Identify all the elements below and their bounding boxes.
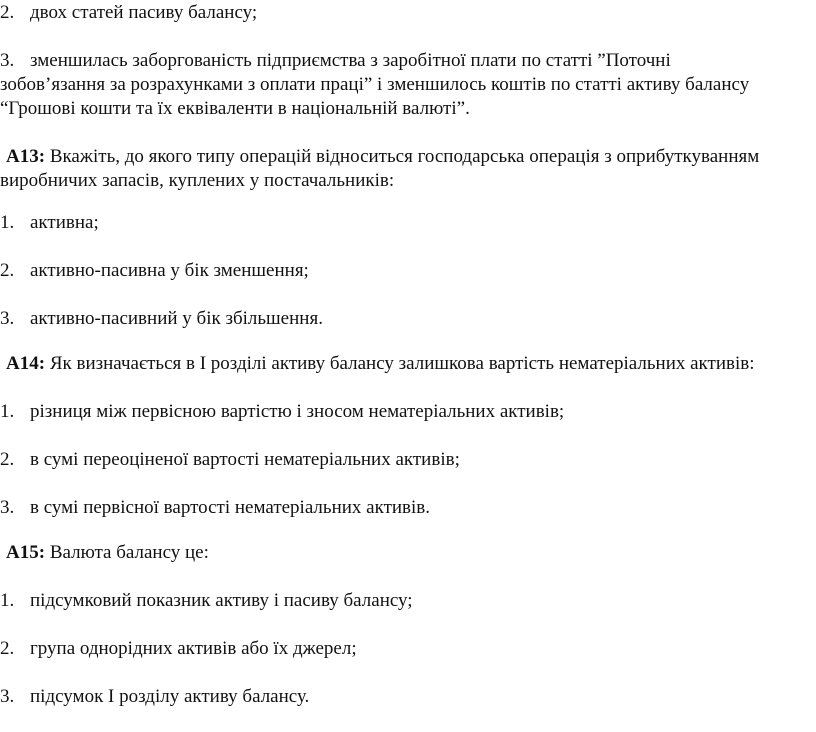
option-number: 2. bbox=[0, 638, 15, 659]
question-a13 bbox=[6, 146, 759, 168]
question-id: А13: bbox=[6, 146, 46, 167]
option-number: 1. bbox=[0, 590, 15, 611]
prev-option-3 bbox=[0, 50, 671, 72]
a13-option-2 bbox=[0, 260, 309, 282]
option-text: підсумковий показник активу і пасиву балансу; bbox=[30, 590, 413, 611]
option-number: 2. bbox=[0, 449, 15, 470]
a13-option-1 bbox=[0, 212, 99, 234]
question-text-line: виробничих запасів, куплених у постачальників: bbox=[0, 170, 395, 191]
question-text: Валюта балансу це: bbox=[49, 542, 209, 563]
a14-option-2 bbox=[0, 449, 460, 471]
question-id: А14: bbox=[6, 353, 46, 374]
option-text: активно-пасивна у бік зменшення; bbox=[30, 260, 309, 281]
prev-option-3-line-3 bbox=[0, 98, 470, 120]
option-text: в сумі первісної вартості нематеріальних активів. bbox=[30, 497, 431, 518]
option-text: група однорідних активів або їх джерел; bbox=[30, 638, 357, 659]
a13-option-3 bbox=[0, 308, 323, 330]
question-a14 bbox=[6, 353, 755, 375]
option-number: 2. bbox=[0, 2, 15, 23]
option-text-line: зобов’язання за розрахунками з оплати праці” і зменшилось коштів по статті активу балансу bbox=[0, 74, 750, 95]
option-text: активно-пасивний у бік збільшення. bbox=[30, 308, 323, 329]
a15-option-2 bbox=[0, 638, 357, 660]
a14-option-1 bbox=[0, 401, 564, 423]
option-text-line: зменшилась заборгованість підприємства з заробітної плати по статті ”Поточні bbox=[30, 50, 671, 71]
prev-option-3-line-2 bbox=[0, 74, 749, 96]
option-text-line: “Грошові кошти та їх еквіваленти в національній валюті”. bbox=[0, 98, 470, 119]
option-number: 3. bbox=[0, 497, 15, 518]
option-number: 2. bbox=[0, 260, 15, 281]
option-number: 1. bbox=[0, 401, 15, 422]
question-text-line: Вкажіть, до якого типу операцій відноситься господарська операція з оприбуткуванням bbox=[49, 146, 760, 167]
option-number: 3. bbox=[0, 686, 15, 707]
option-text: активна; bbox=[30, 212, 99, 233]
option-number: 1. bbox=[0, 212, 15, 233]
option-number: 3. bbox=[0, 50, 15, 71]
question-id: А15: bbox=[6, 542, 46, 563]
prev-option-2 bbox=[0, 2, 257, 24]
option-number: 3. bbox=[0, 308, 15, 329]
option-text: підсумок І розділу активу балансу. bbox=[30, 686, 310, 707]
option-text: в сумі переоціненої вартості нематеріальних активів; bbox=[30, 449, 460, 470]
question-a15 bbox=[6, 542, 209, 564]
option-text: різниця між первісною вартістю і зносом нематеріальних активів; bbox=[30, 401, 565, 422]
a15-option-3 bbox=[0, 686, 309, 708]
option-text: двох статей пасиву балансу; bbox=[30, 2, 258, 23]
a15-option-1 bbox=[0, 590, 413, 612]
a14-option-3 bbox=[0, 497, 430, 519]
question-text: Як визначається в І розділі активу балансу залишкова вартість нематеріальних активів: bbox=[49, 353, 755, 374]
question-a13-line-2 bbox=[0, 170, 394, 192]
